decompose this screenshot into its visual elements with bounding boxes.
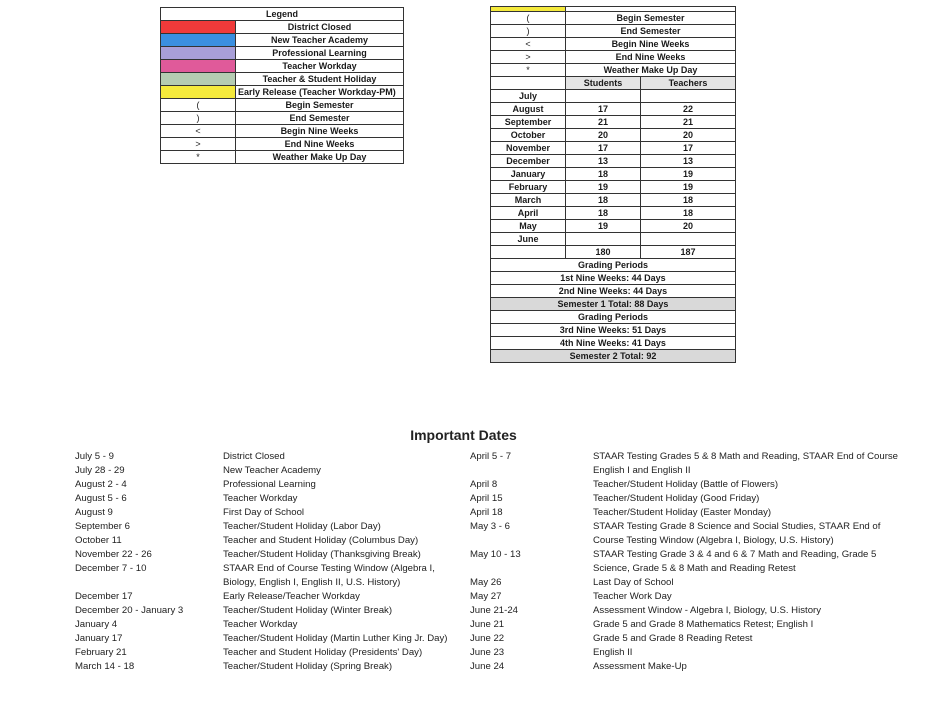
date-text: June 21 [470,619,505,630]
important-date-row [75,590,465,604]
month-name: August [491,103,566,116]
grading-period-row [491,298,736,311]
month-name: January [491,168,566,181]
grading-period-text: 2nd Nine Weeks: 44 Days [491,285,736,298]
legend-symbol: ( [161,99,236,112]
date-text: April 18 [470,507,503,518]
important-date-row [75,520,465,534]
legend-label: End Nine Weeks [236,138,404,151]
counts-symbol-row [491,38,736,51]
counts-symbol-row [491,51,736,64]
grading-period-row [491,350,736,363]
event-text: Teacher Workday [223,619,298,630]
date-text: January 17 [75,633,123,644]
student-days-total: 180 [566,246,641,259]
date-text: June 22 [470,633,505,644]
legend-label: Teacher & Student Holiday [236,73,404,86]
event-text: Teacher/Student Holiday (Spring Break) [223,661,393,672]
teacher-days: 22 [641,103,736,116]
legend-label: Professional Learning [236,47,404,60]
event-text: Teacher/Student Holiday (Labor Day) [223,521,381,532]
student-days: 18 [566,194,641,207]
month-row [491,90,736,103]
legend-color-swatch [161,86,236,99]
important-date-row [470,646,910,660]
important-date-row [75,492,465,506]
month-row [491,181,736,194]
important-date-row [470,492,910,506]
date-text: June 23 [470,647,505,658]
legend-row [161,34,404,47]
legend-label: End Nine Weeks [566,51,736,64]
grading-period-row [491,285,736,298]
month-header [491,77,566,90]
important-date-row [75,660,465,674]
date-text: August 2 - 4 [75,479,127,490]
legend-row [161,21,404,34]
teacher-days: 19 [641,168,736,181]
month-row [491,155,736,168]
event-text: STAAR End of Course Testing Window (Algebra I, Biology, English I, English II, U.S. History) [223,563,435,588]
month-row [491,207,736,220]
legend-row [161,47,404,60]
legend-symbol-row [161,112,404,125]
important-date-row [75,534,465,548]
event-text: Teacher Workday [223,493,298,504]
grading-period-text: Semester 1 Total: 88 Days [491,298,736,311]
important-date-row [75,562,465,590]
teacher-days: 18 [641,194,736,207]
date-text: April 15 [470,493,503,504]
date-text: June 24 [470,661,505,672]
month-row [491,116,736,129]
month-row [491,233,736,246]
event-text: STAAR Testing Grades 5 & 8 Math and Reading, STAAR End of Course English I and English II [593,451,899,476]
student-days: 19 [566,220,641,233]
date-text: September 6 [75,521,130,532]
important-date-row [470,618,910,632]
important-date-row [470,520,910,548]
important-date-row [470,548,910,576]
important-date-row [470,590,910,604]
important-dates-left-column [75,450,465,674]
teacher-days: 18 [641,207,736,220]
grading-period-text: 1st Nine Weeks: 44 Days [491,272,736,285]
date-text: July 28 - 29 [75,465,125,476]
legend-symbol: > [161,138,236,151]
legend-label: Begin Nine Weeks [236,125,404,138]
event-text: Professional Learning [223,479,316,490]
important-dates-title: Important Dates [410,427,517,443]
event-text: Teacher/Student Holiday (Winter Break) [223,605,393,616]
event-text: New Teacher Academy [223,465,321,476]
legend-color-swatch [161,34,236,47]
date-text: April 8 [470,479,498,490]
month-name: May [491,220,566,233]
month-row [491,129,736,142]
event-text: STAAR Testing Grade 3 & 4 and 6 & 7 Math and Reading, Grade 5 Science, Grade 5 & 8 Math and Reading Retest [593,549,877,574]
grading-period-row [491,337,736,350]
event-text: Teacher/Student Holiday (Thanksgiving Break) [223,549,421,560]
grading-period-row [491,259,736,272]
student-days: 13 [566,155,641,168]
legend-label: Begin Semester [566,12,736,25]
event-text: Grade 5 and Grade 8 Mathematics Retest; English I [593,619,814,630]
date-text: December 17 [75,591,133,602]
month-name: September [491,116,566,129]
legend-row [161,73,404,86]
teachers-header: Teachers [641,77,736,90]
event-text: Teacher Work Day [593,591,672,602]
date-text: March 14 - 18 [75,661,135,672]
important-date-row [470,576,910,590]
event-text: Assessment Window - Algebra I, Biology, U.S. History [593,605,822,616]
event-text: District Closed [223,451,285,462]
important-date-row [470,506,910,520]
date-text: May 3 - 6 [470,521,510,532]
legend-symbol: ( [491,12,566,25]
legend-row [161,60,404,73]
month-row [491,168,736,181]
student-days: 19 [566,181,641,194]
date-text: June 21-24 [470,605,519,616]
month-name: February [491,181,566,194]
legend-label: Begin Nine Weeks [566,38,736,51]
month-row [491,194,736,207]
date-text: October 11 [75,535,122,546]
date-text: February 21 [75,647,127,658]
important-dates-right-column [470,450,910,674]
legend-symbol: * [491,64,566,77]
legend-color-swatch [161,21,236,34]
counts-symbol-row [491,12,736,25]
legend-symbol: ) [161,112,236,125]
important-date-row [75,450,465,464]
month-row [491,142,736,155]
important-date-row [470,450,910,478]
legend-symbol: < [491,38,566,51]
month-name: November [491,142,566,155]
event-text: Teacher and Student Holiday (Columbus Day) [223,535,419,546]
date-text: May 10 - 13 [470,549,521,560]
totals-row [491,246,736,259]
teacher-days [641,90,736,103]
counts-symbol-row [491,25,736,38]
legend-title: Legend [161,8,404,21]
date-text: January 4 [75,619,118,630]
legend-symbol-row [161,99,404,112]
important-date-row [75,618,465,632]
legend-symbol-row [161,138,404,151]
student-days: 17 [566,103,641,116]
totals-label [491,246,566,259]
student-days: 21 [566,116,641,129]
month-row [491,220,736,233]
grading-period-text: Grading Periods [491,311,736,324]
date-text: December 20 - January 3 [75,605,184,616]
grading-period-text: Grading Periods [491,259,736,272]
event-text: Assessment Make-Up [593,661,687,672]
teacher-days: 20 [641,220,736,233]
teacher-days: 13 [641,155,736,168]
legend-symbol-row [161,151,404,164]
event-text: Grade 5 and Grade 8 Reading Retest [593,633,753,644]
legend-label: End Semester [236,112,404,125]
teacher-days: 21 [641,116,736,129]
legend-label: Begin Semester [236,99,404,112]
legend-label: New Teacher Academy [236,34,404,47]
grading-period-row [491,324,736,337]
legend-color-swatch [161,47,236,60]
grading-period-text: 3rd Nine Weeks: 51 Days [491,324,736,337]
teacher-days: 19 [641,181,736,194]
legend-label: Weather Make Up Day [566,64,736,77]
teacher-days [641,233,736,246]
legend-symbol: * [161,151,236,164]
legend-row [161,86,404,99]
counts-header-row [491,77,736,90]
important-date-row [75,506,465,520]
event-text: STAAR Testing Grade 8 Science and Social Studies, STAAR End of Course Testing Window (Algebra I, Biology, U.S. History) [593,521,881,546]
important-date-row [75,464,465,478]
legend-symbol-row [161,125,404,138]
legend-symbol: < [161,125,236,138]
month-name: March [491,194,566,207]
event-text: Teacher and Student Holiday (Presidents' Day) [223,647,423,658]
grading-period-row [491,311,736,324]
date-text: April 5 - 7 [470,451,512,462]
date-text: August 9 [75,507,113,518]
event-text: Teacher/Student Holiday (Easter Monday) [593,507,772,518]
legend-label: End Semester [566,25,736,38]
month-name: October [491,129,566,142]
grading-period-text: Semester 2 Total: 92 [491,350,736,363]
important-date-row [470,632,910,646]
student-days [566,90,641,103]
event-text: Last Day of School [593,577,674,588]
day-counts-table [490,6,736,363]
students-header: Students [566,77,641,90]
date-text: July 5 - 9 [75,451,114,462]
event-text: Teacher/Student Holiday (Good Friday) [593,493,760,504]
legend-label: Early Release (Teacher Workday-PM) [236,86,404,99]
date-text: November 22 - 26 [75,549,152,560]
legend-label: District Closed [236,21,404,34]
legend-label: Teacher Workday [236,60,404,73]
date-text: August 5 - 6 [75,493,127,504]
grading-period-text: 4th Nine Weeks: 41 Days [491,337,736,350]
month-row [491,103,736,116]
legend-symbol: ) [491,25,566,38]
teacher-days-total: 187 [641,246,736,259]
date-text: December 7 - 10 [75,563,147,574]
event-text: First Day of School [223,507,305,518]
counts-symbol-row [491,64,736,77]
legend-color-swatch [161,60,236,73]
month-name: June [491,233,566,246]
month-name: April [491,207,566,220]
event-text: Teacher/Student Holiday (Martin Luther King Jr. Day) [223,633,448,644]
legend-table [160,7,404,164]
important-date-row [470,478,910,492]
important-date-row [75,646,465,660]
student-days [566,233,641,246]
teacher-days: 20 [641,129,736,142]
event-text: Teacher/Student Holiday (Battle of Flowers) [593,479,779,490]
legend-label: Weather Make Up Day [236,151,404,164]
student-days: 17 [566,142,641,155]
teacher-days: 17 [641,142,736,155]
date-text: May 26 [470,577,502,588]
important-date-row [75,548,465,562]
student-days: 20 [566,129,641,142]
grading-period-row [491,272,736,285]
important-date-row [75,632,465,646]
legend-symbol: > [491,51,566,64]
important-date-row [75,604,465,618]
important-date-row [470,660,910,674]
date-text: May 27 [470,591,502,602]
event-text: Early Release/Teacher Workday [223,591,360,602]
month-name: December [491,155,566,168]
legend-color-swatch [161,73,236,86]
important-date-row [75,478,465,492]
month-name: July [491,90,566,103]
student-days: 18 [566,207,641,220]
important-date-row [470,604,910,618]
student-days: 18 [566,168,641,181]
event-text: English II [593,647,633,658]
